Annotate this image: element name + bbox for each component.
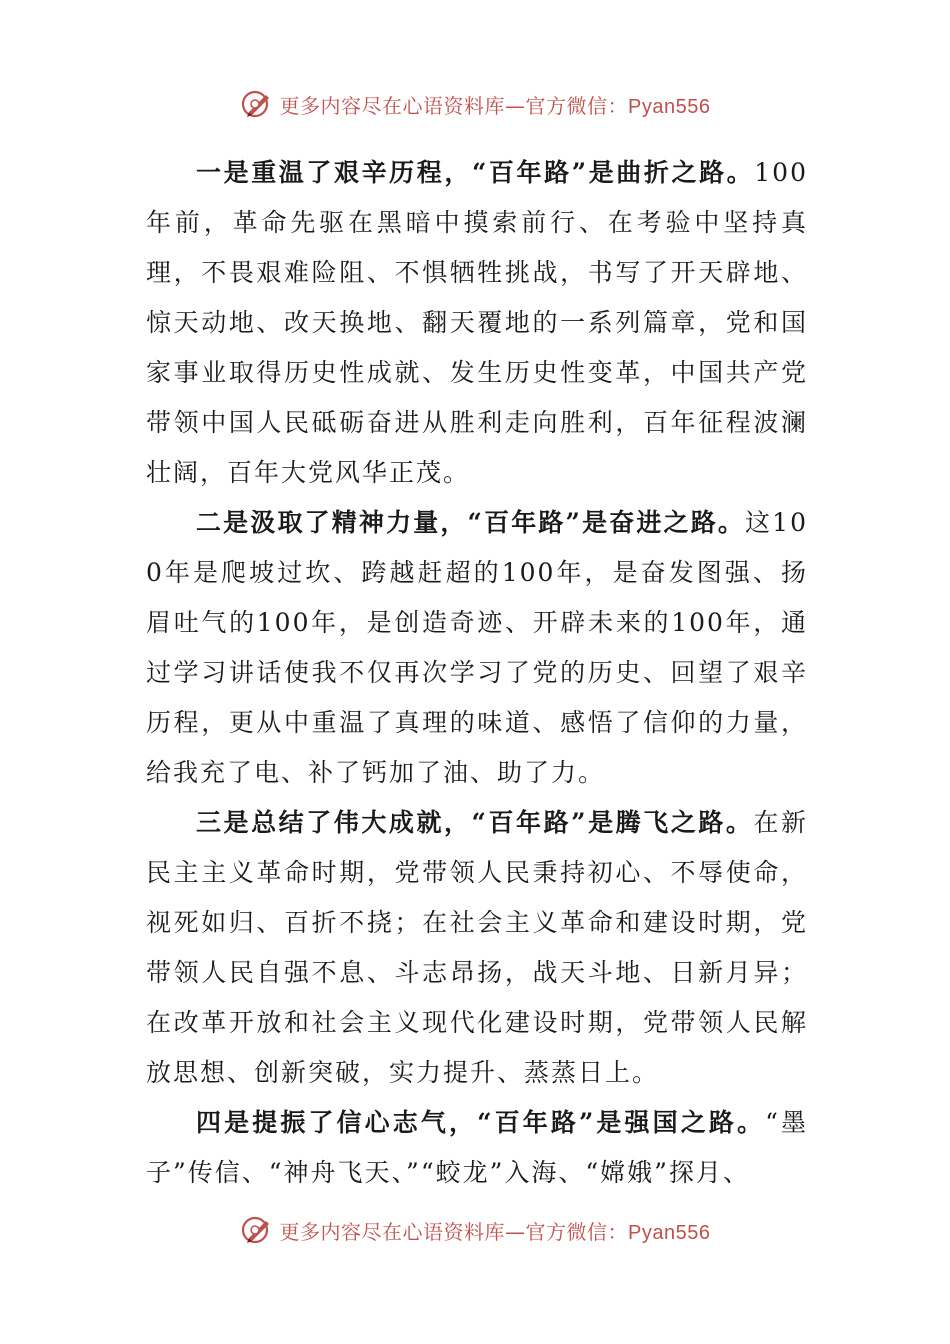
paragraph-1-lead: 一是重温了艰辛历程，“百年路”是曲折之路。	[196, 158, 755, 187]
pen-logo-icon	[240, 1213, 274, 1247]
pen-logo-icon	[240, 87, 274, 121]
watermark-text	[280, 90, 711, 119]
watermark-site: 更多内容尽在心语资料库	[279, 93, 506, 118]
paragraph-2-lead: 二是汲取了精神力量，“百年路”是奋进之路。	[196, 508, 746, 537]
paragraph-3-lead: 三是总结了伟大成就，“百年路”是腾飞之路。	[196, 808, 754, 837]
paragraph-1-body: 100年前，革命先驱在黑暗中摸索前行、在考验中坚持真理，不畏艰难险阻、不惧牺牲挑战，书写了开天辟地、惊天动地、改天换地、翻天覆地的一系列篇章，党和国家事业取得历史性成就、发生历史性变革，中国共产党带领中国人民砥砺奋进从胜利走向胜利，百年征程波澜壮阔，百年大党风华正茂。	[146, 158, 808, 487]
paragraph-4-lead: 四是提振了信心志气，“百年路”是强国之路。	[196, 1108, 766, 1137]
paragraph-2-body: 这100年是爬坡过坎、跨越赶超的100年，是奋发图强、扬眉吐气的100年，是创造奇迹、开辟未来的100年，通过学习讲话使我不仅再次学习了党的历史、回望了艰辛历程，更从中重温了真理的味道、感悟了信仰的力量，给我充了电、补了钙加了油、助了力。	[146, 508, 808, 787]
watermark-wechat-id: Pyan556	[628, 1221, 711, 1244]
paragraph-2	[146, 498, 808, 798]
paragraph-1	[146, 148, 808, 498]
watermark-wechat-label: 官方微信：	[525, 1219, 629, 1244]
watermark-wechat-label: 官方微信：	[525, 93, 629, 118]
watermark-dash: —	[505, 1219, 526, 1244]
paragraph-4	[146, 1098, 808, 1198]
footer-watermark	[0, 1210, 950, 1250]
paragraph-3-body: 在新民主主义革命时期，党带领人民秉持初心、不辱使命，视死如归、百折不挠；在社会主义革命和建设时期，党带领人民自强不息、斗志昂扬，战天斗地、日新月异；在改革开放和社会主义现代化建设时期，党带领人民解放思想、创新突破，实力提升、蒸蒸日上。	[146, 808, 808, 1087]
watermark-wechat-id: Pyan556	[628, 95, 711, 118]
watermark-site: 更多内容尽在心语资料库	[279, 1219, 506, 1244]
paragraph-4-body: “墨子”传信、“神舟飞天、”“蛟龙”入海、“嫦娥”探月、	[146, 1108, 809, 1187]
paragraph-3	[146, 798, 808, 1098]
watermark-dash: —	[505, 93, 526, 118]
document-body	[146, 148, 808, 1198]
watermark-text	[280, 1216, 711, 1245]
header-watermark	[0, 84, 950, 124]
